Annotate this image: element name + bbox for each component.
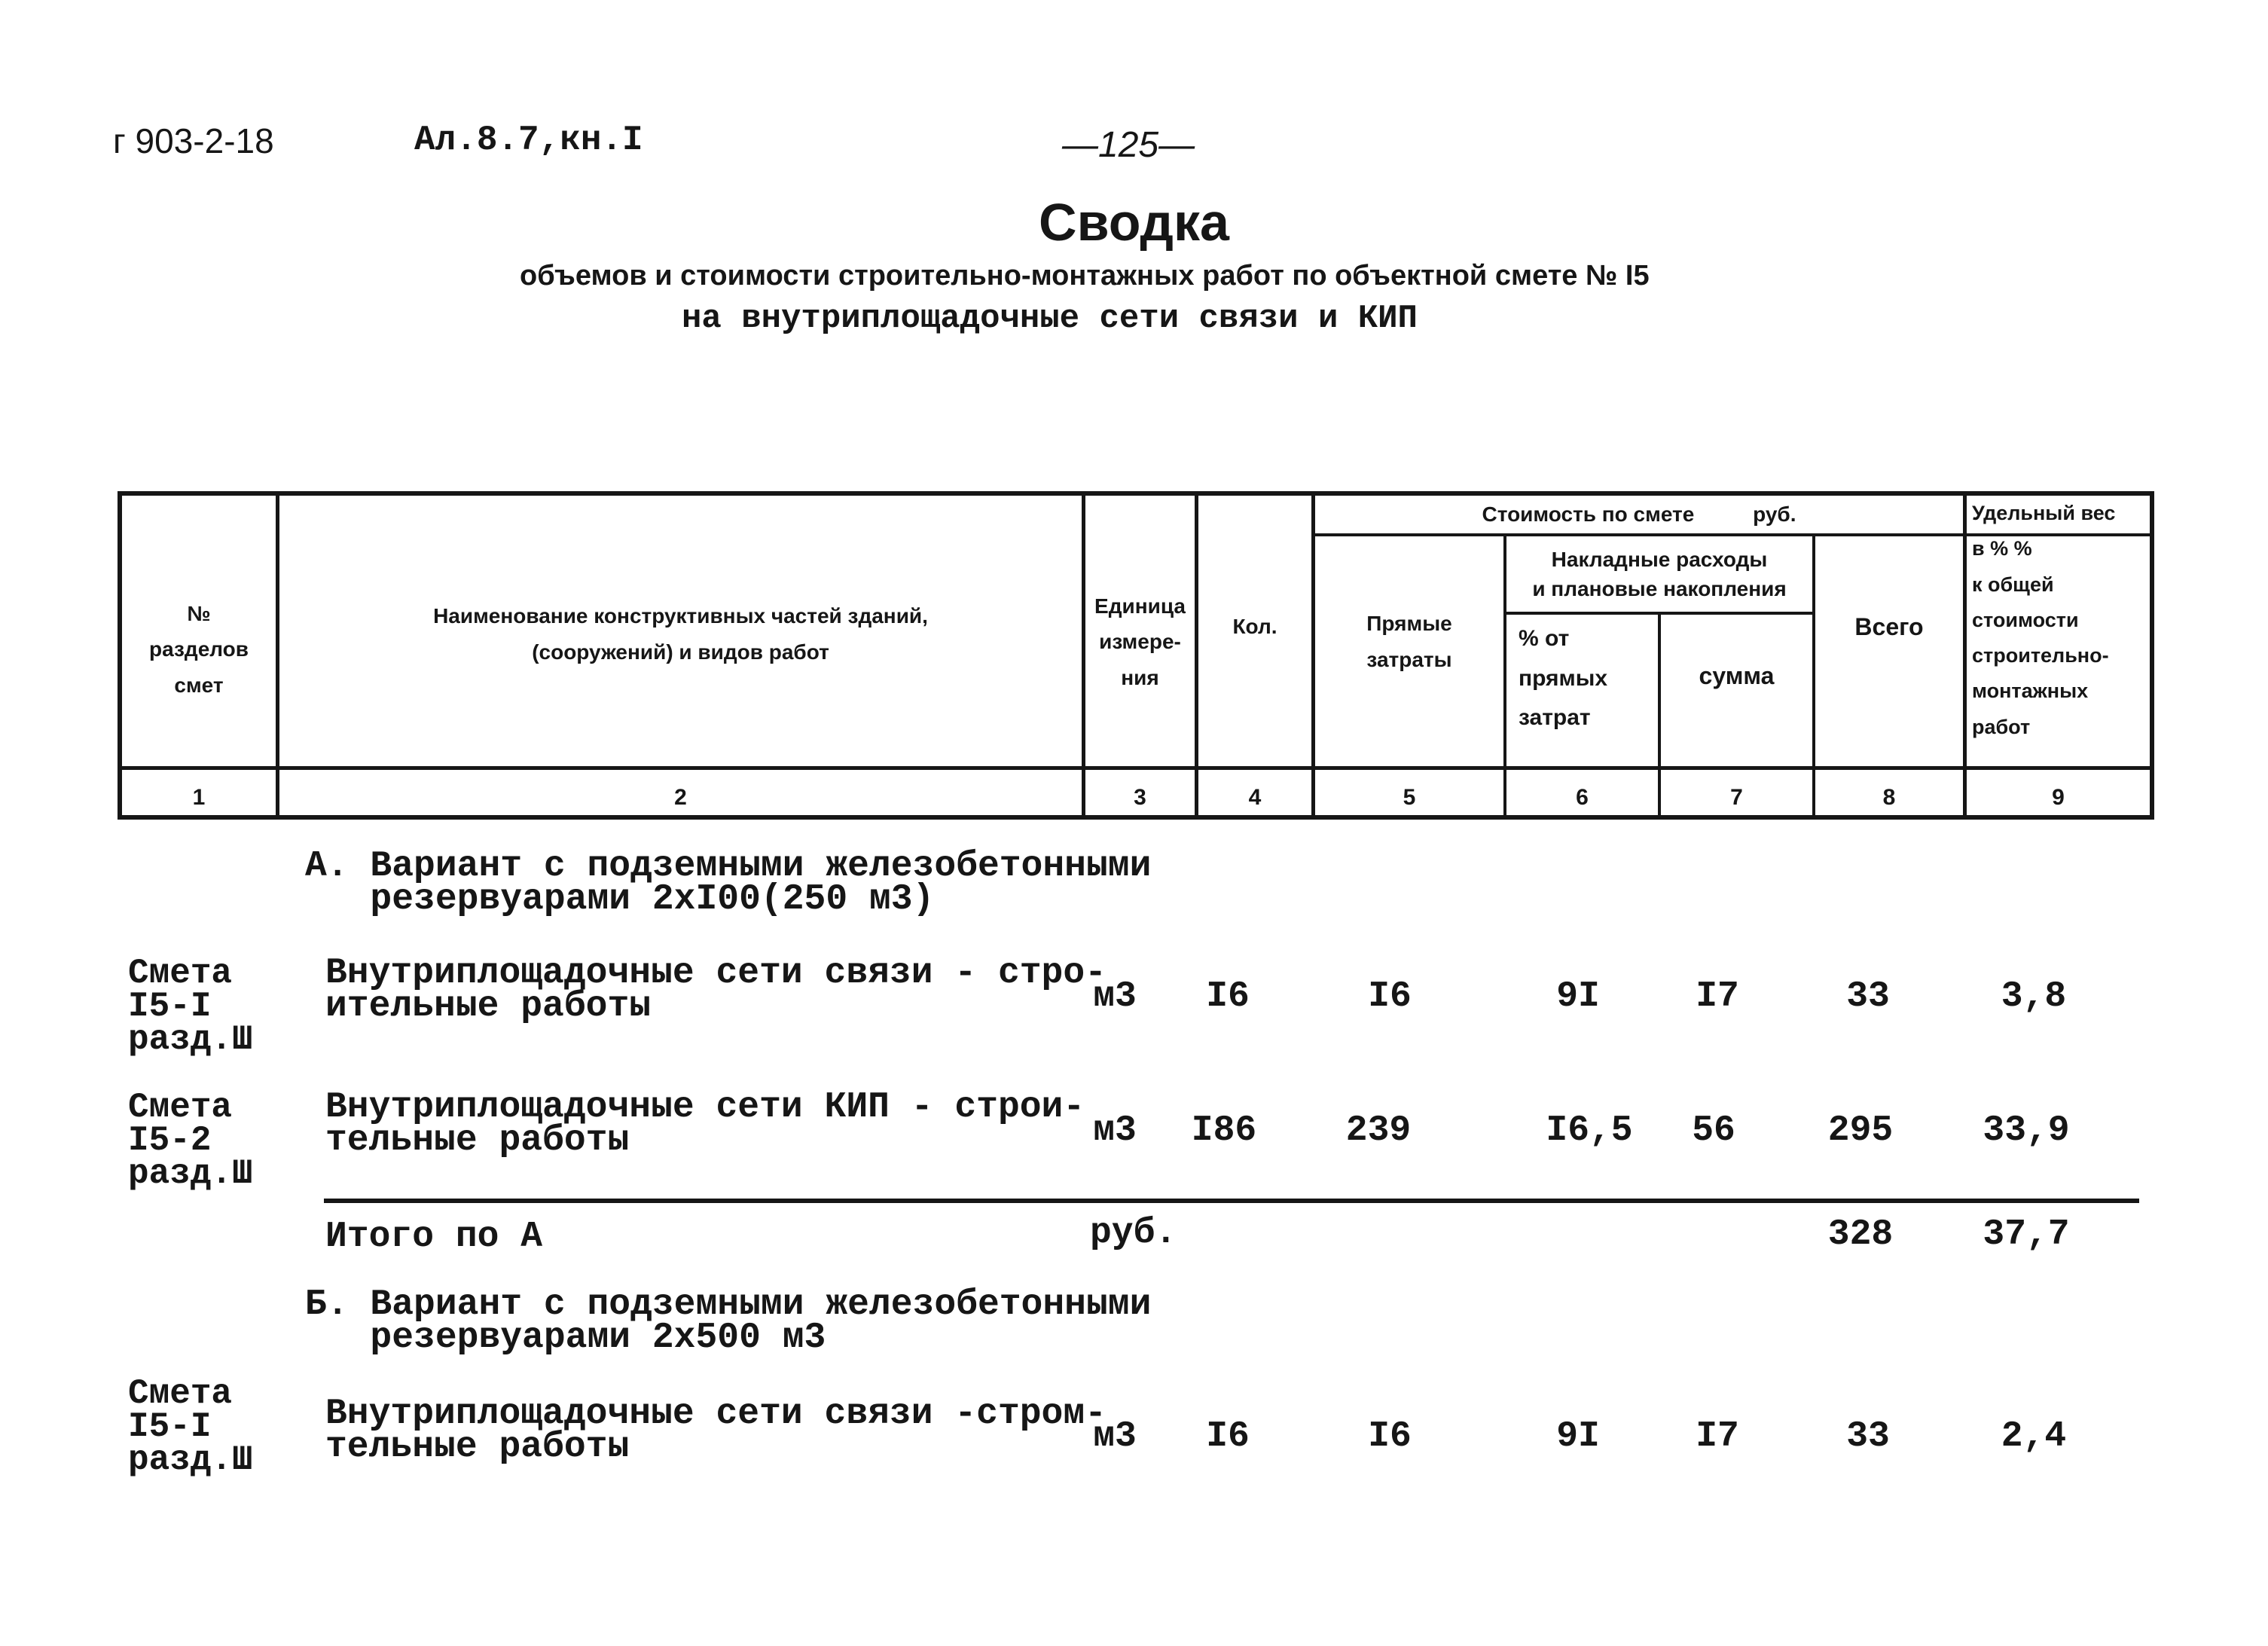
subtitle-line-2: на внутриплощадочные сети связи и КИП xyxy=(682,300,1418,337)
header-total: Всего xyxy=(1854,612,1924,640)
column-number: 7 xyxy=(1730,785,1743,810)
column-number: 1 xyxy=(192,785,206,810)
header-name: Наименование конструктивных частей зданий, (сооружений) и видов работ xyxy=(433,604,928,664)
row-b1-sum: I7 xyxy=(1696,1416,1739,1457)
column-number: 2 xyxy=(674,785,687,810)
row-b1-share: 2,4 xyxy=(2001,1416,2067,1457)
row-a2-qty: I86 xyxy=(1191,1110,1257,1151)
header-unit: Единица измере- ния xyxy=(1094,594,1186,689)
header-direct: Прямые затраты xyxy=(1366,612,1452,671)
row-a1-total: 33 xyxy=(1846,976,1890,1017)
page-title: Сводка xyxy=(1039,193,1229,252)
row-a1-unit: м3 xyxy=(1093,976,1137,1017)
total-a-share: 37,7 xyxy=(1983,1214,2070,1255)
section-b-heading: Б. Вариант с подземными железобетонными резервуарами 2х500 м3 xyxy=(305,1284,1152,1358)
row-a1-name: Внутриплощадочные сети связи - стро- ительные работы xyxy=(325,953,1107,1027)
column-number: 6 xyxy=(1576,785,1589,810)
header-share: Удельный вес в % % к общей стоимости строительно- монтажных работ xyxy=(1972,502,2116,738)
header-sum: сумма xyxy=(1699,661,1775,689)
row-a1-code: Смета I5-I разд.Ш xyxy=(128,954,253,1059)
column-number: 8 xyxy=(1882,785,1896,810)
row-b1-direct: I6 xyxy=(1368,1416,1412,1457)
row-a1-direct: I6 xyxy=(1368,976,1412,1017)
row-a2-direct: 239 xyxy=(1345,1110,1412,1151)
row-a2-total: 295 xyxy=(1827,1110,1894,1151)
total-divider xyxy=(324,1199,2139,1203)
row-b1-name: Внутриплощадочные сети связи -стром- тельные работы xyxy=(325,1394,1107,1467)
row-a2-share: 33,9 xyxy=(1983,1110,2070,1151)
total-a-label: Итого по А xyxy=(325,1217,543,1257)
header-percent: % от прямых затрат xyxy=(1519,626,1608,730)
row-a1-percent: 9I xyxy=(1556,976,1600,1017)
column-number: 9 xyxy=(2052,785,2065,810)
row-b1-unit: м3 xyxy=(1093,1416,1137,1457)
row-a1-qty: I6 xyxy=(1206,976,1250,1017)
page-number: —125— xyxy=(1062,125,1195,165)
row-a2-name: Внутриплощадочные сети КИП - строи- тельные работы xyxy=(325,1087,1085,1161)
row-a2-percent: I6,5 xyxy=(1546,1110,1633,1151)
row-b1-code: Смета I5-I разд.Ш xyxy=(128,1374,253,1480)
document-code: г 903-2-18 xyxy=(113,121,274,160)
document-reference: Ал.8.7,кн.I xyxy=(414,121,643,160)
section-a-heading: А. Вариант с подземными железобетонными резервуарами 2хI00(250 м3) xyxy=(305,846,1152,920)
row-a1-share: 3,8 xyxy=(2001,976,2067,1017)
row-b1-percent: 9I xyxy=(1556,1416,1600,1457)
column-number: 3 xyxy=(1134,785,1146,810)
header-overhead-group: Накладные расходы и плановые накопления xyxy=(1532,547,1787,600)
table-header xyxy=(118,491,2154,820)
row-a1-sum: I7 xyxy=(1696,976,1739,1017)
total-a-total: 328 xyxy=(1827,1214,1894,1255)
row-b1-qty: I6 xyxy=(1206,1416,1250,1457)
row-a2-code: Смета I5-2 разд.Ш xyxy=(128,1088,253,1193)
row-b1-total: 33 xyxy=(1846,1416,1890,1457)
subtitle-line-1: объемов и стоимости строительно-монтажных работ по объектной смете № I5 xyxy=(520,260,1650,292)
row-a2-sum: 56 xyxy=(1692,1110,1735,1151)
column-number: 5 xyxy=(1403,785,1416,810)
header-section-no: № разделов смет xyxy=(148,601,249,697)
row-a2-unit: м3 xyxy=(1093,1110,1137,1151)
header-cost-group: Стоимость по смете руб. xyxy=(1482,502,1796,527)
total-a-unit: руб. xyxy=(1090,1213,1177,1254)
header-qty: Кол. xyxy=(1232,615,1277,639)
column-number: 4 xyxy=(1248,785,1262,810)
